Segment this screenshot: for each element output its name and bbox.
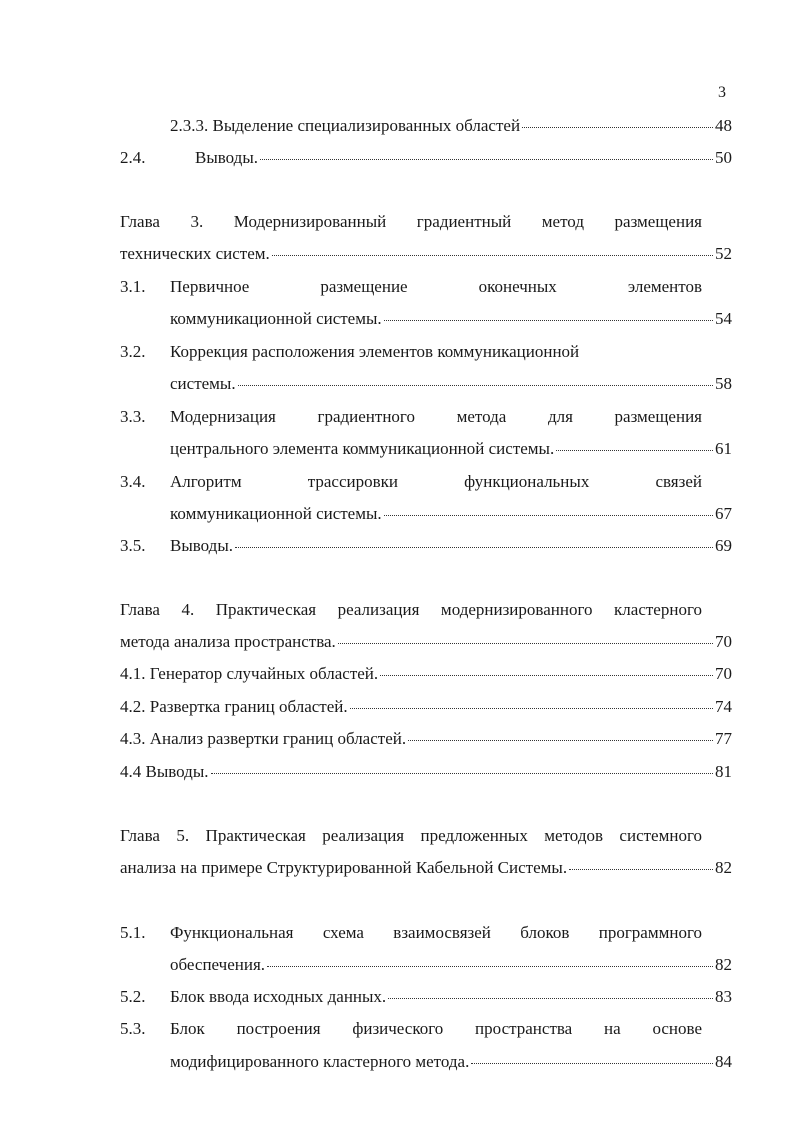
toc-entry-title: коммуникационной системы. xyxy=(170,309,382,328)
toc-entry[interactable] xyxy=(170,536,732,560)
toc-entry[interactable] xyxy=(120,244,732,268)
toc-entry-title: технических систем. xyxy=(120,244,270,263)
dot-leader xyxy=(408,740,713,741)
dot-leader xyxy=(338,643,713,644)
toc-entry-title: 4.2. Развертка границ областей. xyxy=(120,697,348,716)
toc-entry-page: 83 xyxy=(715,987,732,1006)
toc-entry-title: обеспечения. xyxy=(170,955,266,974)
toc-entry-page: 50 xyxy=(715,148,732,167)
toc-entry-number: 3.3. xyxy=(120,407,146,426)
toc-entry-title: 4.4 Выводы. xyxy=(120,762,209,781)
dot-leader xyxy=(384,515,713,516)
toc-entry-page: 54 xyxy=(715,309,732,328)
dot-leader xyxy=(384,320,713,321)
toc-entry-title[interactable]: Функциональная схема взаимосвязей блоков программного xyxy=(170,923,702,942)
toc-entry-number: 3.5. xyxy=(120,536,146,555)
toc-entry[interactable] xyxy=(120,697,732,721)
toc-entry-page: 61 xyxy=(715,439,732,458)
chapter-5-title[interactable]: Глава 5. Практическая реализация предложенных методов системного xyxy=(120,826,702,845)
toc-entry-number: 5.1. xyxy=(120,923,146,942)
toc-entry-page: 58 xyxy=(715,374,732,393)
toc-entry-title: системы. xyxy=(170,374,236,393)
dot-leader xyxy=(267,966,713,967)
toc-entry-page: 70 xyxy=(715,664,732,683)
dot-leader xyxy=(238,385,713,386)
toc-entry-title: 4.3. Анализ развертки границ областей. xyxy=(120,729,407,748)
toc-entry[interactable] xyxy=(120,729,732,753)
dot-leader xyxy=(235,547,713,548)
toc-entry-page: 48 xyxy=(715,116,732,135)
toc-entry-title: коммуникационной системы. xyxy=(170,504,382,523)
toc-entry[interactable] xyxy=(120,762,732,786)
toc-entry-number: 2.4. xyxy=(120,148,146,167)
toc-entry[interactable] xyxy=(170,1052,732,1076)
toc-entry[interactable] xyxy=(170,116,732,140)
toc-entry[interactable] xyxy=(120,664,732,688)
toc-entry-number: 5.2. xyxy=(120,987,146,1006)
toc-entry-page: 82 xyxy=(715,858,732,877)
toc-entry-page: 81 xyxy=(715,762,732,781)
toc-entry-page: 67 xyxy=(715,504,732,523)
toc-entry-title[interactable]: Первичное размещение оконечных элементов xyxy=(170,277,702,296)
toc-entry-page: 74 xyxy=(715,697,732,716)
page-number: 3 xyxy=(718,84,726,101)
dot-leader xyxy=(260,159,713,160)
toc-entry-title: 4.1. Генератор случайных областей. xyxy=(120,664,379,683)
toc-entry[interactable] xyxy=(170,504,732,528)
dot-leader xyxy=(272,255,713,256)
dot-leader xyxy=(380,675,713,676)
chapter-4-title[interactable]: Глава 4. Практическая реализация модернизированного кластерного xyxy=(120,600,702,619)
toc-entry-title[interactable]: Коррекция расположения элементов коммуникационной xyxy=(170,342,580,361)
dot-leader xyxy=(388,998,713,999)
toc-entry-title: Выводы. xyxy=(170,536,234,555)
toc-entry[interactable] xyxy=(120,858,732,882)
toc-entry-title[interactable]: Блок построения физического пространства на основе xyxy=(170,1019,702,1038)
toc-entry-page: 70 xyxy=(715,632,732,651)
toc-entry-number: 5.3. xyxy=(120,1019,146,1038)
toc-entry-title[interactable]: Алгоритм трассировки функциональных связей xyxy=(170,472,702,491)
dot-leader xyxy=(522,127,713,128)
toc-entry-title: Выводы. xyxy=(195,148,259,167)
toc-entry-number: 3.4. xyxy=(120,472,146,491)
toc-entry-title: анализа на примере Структурированной Кабельной Системы. xyxy=(120,858,568,877)
toc-entry-title[interactable]: Модернизация градиентного метода для размещения xyxy=(170,407,702,426)
toc-entry-page: 69 xyxy=(715,536,732,555)
toc-entry[interactable] xyxy=(170,955,732,979)
toc-entry-page: 84 xyxy=(715,1052,732,1071)
toc-entry-number: 3.1. xyxy=(120,277,146,296)
toc-entry[interactable] xyxy=(170,309,732,333)
toc-entry-number: 3.2. xyxy=(120,342,146,361)
toc-entry-title: 2.3.3. Выделение специализированных областей xyxy=(170,116,521,135)
toc-entry-page: 82 xyxy=(715,955,732,974)
toc-entry-title: Блок ввода исходных данных. xyxy=(170,987,387,1006)
toc-entry[interactable] xyxy=(170,987,732,1011)
dot-leader xyxy=(556,450,713,451)
toc-entry[interactable] xyxy=(170,374,732,398)
chapter-3-title[interactable]: Глава 3. Модернизированный градиентный метод размещения xyxy=(120,212,702,231)
toc-entry[interactable] xyxy=(195,148,732,172)
toc-entry[interactable] xyxy=(170,439,732,463)
toc-entry-title: центрального элемента коммуникационной системы. xyxy=(170,439,555,458)
toc-entry[interactable] xyxy=(120,632,732,656)
dot-leader xyxy=(350,708,713,709)
toc-entry-title: модифицированного кластерного метода. xyxy=(170,1052,470,1071)
dot-leader xyxy=(569,869,713,870)
toc-entry-page: 77 xyxy=(715,729,732,748)
toc-entry-page: 52 xyxy=(715,244,732,263)
dot-leader xyxy=(211,773,713,774)
toc-entry-title: метода анализа пространства. xyxy=(120,632,336,651)
dot-leader xyxy=(471,1063,713,1064)
